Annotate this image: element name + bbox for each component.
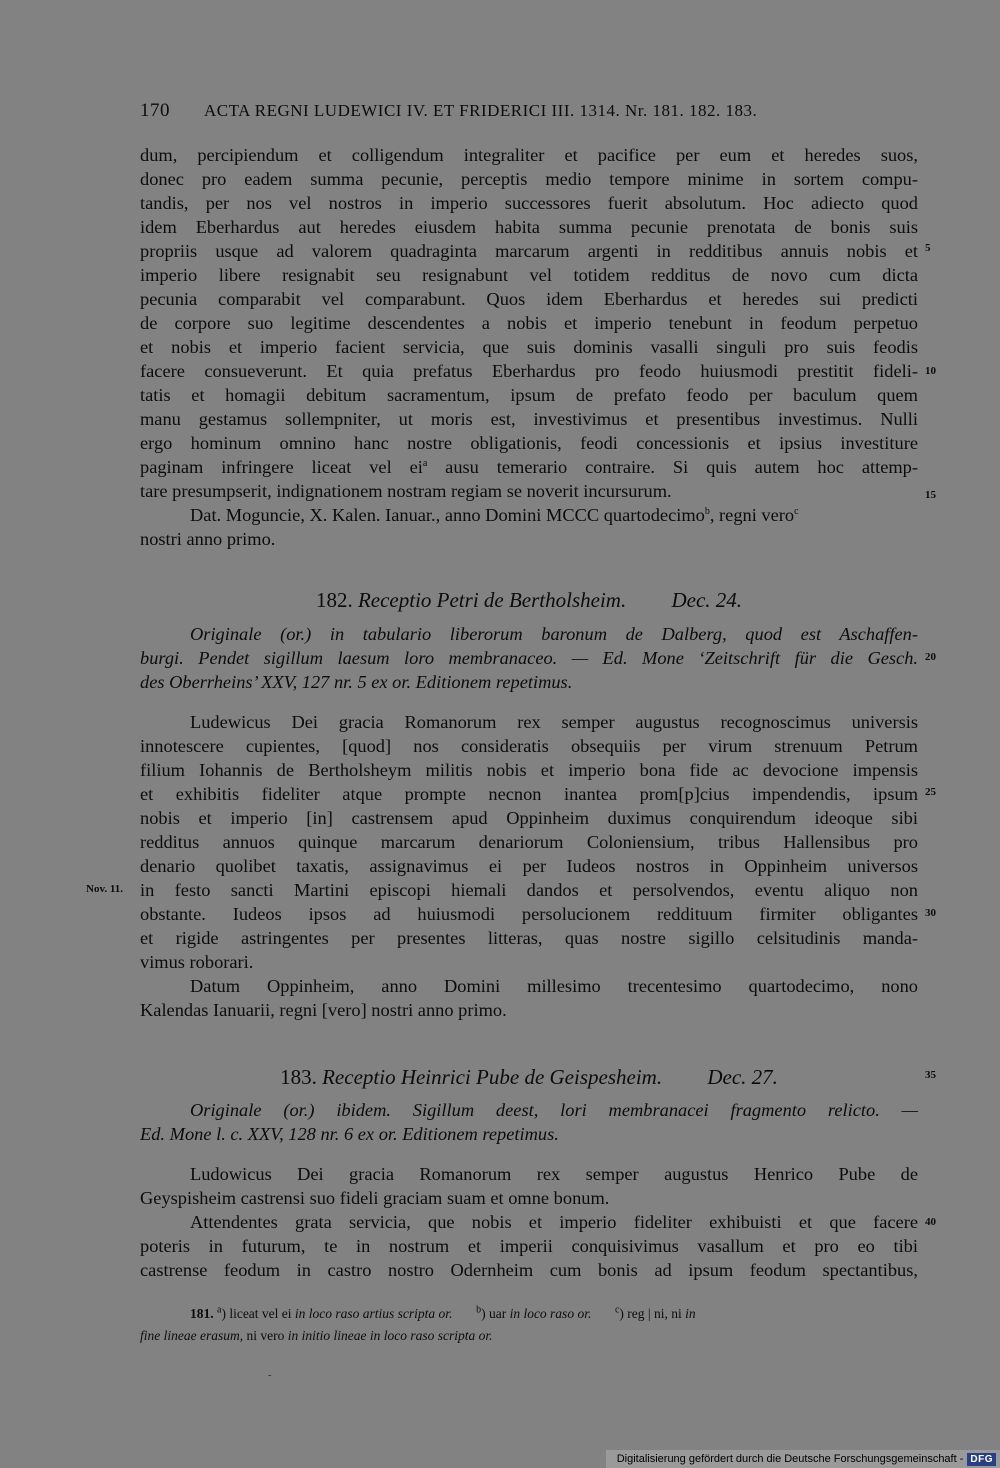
footnote-note: in loco raso artius scripta or. xyxy=(294,1306,453,1321)
text-line: et exhibitis fideliter atque prompte necnon inantea prom[p]cius impendendis, ipsum xyxy=(140,784,918,804)
text-line: castrense feodum in castro nostro Odernheim cum bonis ad ipsum feodum spectantibus, xyxy=(140,1260,918,1280)
doc-date: Dec. 24. xyxy=(671,588,743,612)
footnote-text: ) uar xyxy=(481,1306,507,1321)
doc-number: 183. xyxy=(280,1065,317,1089)
line-number-margin: 15 xyxy=(925,489,936,501)
text-line: tandis, per nos vel nostros in imperio successores fuerit absolutum. Hoc adiecto quod xyxy=(140,193,918,213)
text-line: filium Iohannis de Bertholsheym militis nobis et imperio bona fide ac devocione impensis xyxy=(140,760,918,780)
text-line: imperio libere resignabit seu resignabunt vel totidem redditus de novo cum dicta xyxy=(140,265,918,285)
footnote-ref: 181. xyxy=(190,1306,214,1321)
dfg-logo-icon: DFG xyxy=(967,1453,996,1466)
line-number-margin: 20 xyxy=(925,651,936,663)
stray-mark: ˜ xyxy=(268,1374,272,1385)
footnote-note: in xyxy=(685,1306,696,1321)
text-line: in festo sancti Martini episcopi hiemali dandos et persolvendos, eventu aliquo non xyxy=(140,880,918,900)
text-line: tare presumpserit, indignationem nostram regiam se noverit incursurum. xyxy=(140,481,672,501)
doc-rubric: Receptio Petri de Bertholsheim. xyxy=(357,588,627,612)
doc-rubric: Receptio Heinrici Pube de Geispesheim. xyxy=(322,1065,663,1089)
dating-clause xyxy=(140,503,918,527)
doc183-source xyxy=(140,1098,918,1146)
text-line: et nobis et imperio facient servicia, que suis dominis vasalli singuli pro suis feodis xyxy=(140,337,918,357)
footnote-marker: b xyxy=(476,1304,482,1316)
text-line: nostri anno primo. xyxy=(140,529,276,549)
text-line: manu gestamus sollempniter, ut moris est, investivimus et presentibus investimus. Nulli xyxy=(140,409,918,429)
source-line: Ed. Mone l. c. XXV, 128 nr. 6 ex or. Editionem repetimus. xyxy=(140,1124,559,1144)
text-line: Kalendas Ianuarii, regni [vero] nostri anno primo. xyxy=(140,1000,507,1020)
footnote-marker: c xyxy=(794,505,799,517)
text-line: pecunia comparabit vel comparabunt. Quos idem Eberhardus et heredes sui predicti xyxy=(140,289,918,309)
text-line: et rigide astringentes per presentes litteras, quas nostre sigillo celsitudinis manda- xyxy=(140,928,918,948)
text-line: obstante. Iudeos ipsos ad huiusmodi persolucionem reddituum firmiter obligantes xyxy=(140,904,918,924)
digitization-footer xyxy=(606,1450,1000,1468)
text-fragment: , regni vero xyxy=(709,505,795,525)
text-line: denario quolibet taxatis, assignavimus ei per Iudeos nostros in Oppinheim universos xyxy=(140,856,918,876)
text-line: tatis et homagii debitum sacramentum, ipsum de prefato feodo per baculum quem xyxy=(140,385,918,405)
footnote-marker: c xyxy=(614,1304,620,1316)
line-number-margin: 35 xyxy=(925,1069,936,1081)
footnote-text: ) reg | ni, ni xyxy=(619,1306,682,1321)
text-line: Geyspisheim castrensi suo fideli graciam suam et omne bonum. xyxy=(140,1188,610,1208)
running-head xyxy=(140,100,830,122)
footnote-text: ) liceat vel ei xyxy=(221,1306,292,1321)
footnote-note: fine lineae erasum, xyxy=(140,1328,244,1343)
text-line: nobis et imperio [in] castrensem apud Oppinheim duximus conquirendum ideoque sibi xyxy=(140,808,918,828)
footnote-text: ni vero xyxy=(246,1328,285,1343)
doc-number: 182. xyxy=(315,588,353,612)
text-line: de corpore suo legitime descendentes a nobis et imperio tenebunt in feodum perpetuo xyxy=(140,313,918,333)
line-number-margin: 30 xyxy=(925,907,936,919)
text-line: Attendentes grata servicia, que nobis et imperio fideliter exhibuisti et que facere xyxy=(190,1212,918,1232)
text-line: facere consueverunt. Et quia prefatus Eberhardus pro feodo huiusmodi prestitit fideli- xyxy=(140,361,918,381)
footnote-line xyxy=(140,1325,918,1347)
footnote-line xyxy=(140,1303,918,1325)
text-line: dum, percipiendum et colligendum integraliter et pacifice per eum et heredes suos, xyxy=(140,145,918,165)
line-number-margin: 10 xyxy=(925,365,936,377)
text-line: propriis usque ad valorem quadraginta marcarum argenti in redditibus annuis nobis et xyxy=(140,241,918,261)
doc181-text xyxy=(140,143,918,551)
doc182-text xyxy=(140,710,918,1022)
text-line: redditus annuos quinque marcarum denariorum Coloniensium, tribus Hallensibus pro xyxy=(140,832,918,852)
doc182-source xyxy=(140,622,918,694)
text-line: donec pro eadem summa pecunie, perceptis medio tempore minime in sortem compu- xyxy=(140,169,918,189)
text-line: Datum Oppinheim, anno Domini millesimo trecentesimo quartodecimo, nono xyxy=(190,976,918,996)
footnote-marker: a xyxy=(217,1304,222,1316)
page-number: 170 xyxy=(140,100,170,121)
running-title: ACTA REGNI LUDEWICI IV. ET FRIDERICI III. 1314. Nr. 181. 182. 183. xyxy=(204,101,758,120)
text-fragment: Dat. Moguncie, X. Kalen. Ianuar., anno Domini MCCC quartodecimo xyxy=(190,505,705,525)
source-line: burgi. Pendet sigillum laesum loro membranaceo. — Ed. Mone ‘Zeitschrift für die Gesch. xyxy=(140,648,918,668)
text-line: vimus roborari. xyxy=(140,952,254,972)
text-line: ergo hominum omnino hanc nostre obligationis, feodi concessionis et ipsius investiture xyxy=(140,433,918,453)
doc183-heading xyxy=(140,1064,918,1090)
doc183-text xyxy=(140,1162,918,1282)
footer-text: Digitalisierung gefördert durch die Deutsche Forschungsgemeinschaft - xyxy=(616,1453,964,1465)
line-number-margin: 5 xyxy=(925,242,931,254)
text-fragment: ausu temerario contraire. Si quis autem hoc attemp- xyxy=(445,457,918,477)
text-line: Ludowicus Dei gracia Romanorum rex semper augustus Henrico Pube de xyxy=(190,1164,918,1184)
margin-date: Nov. 11. xyxy=(86,883,123,895)
footnote-marker: a xyxy=(422,457,428,469)
footnote-marker: b xyxy=(704,505,710,517)
text-line xyxy=(140,455,918,479)
footnote-note: in loco raso or. xyxy=(509,1306,592,1321)
text-line: poteris in futurum, te in nostrum et imperii conquisivimus vasallum et pro eo tibi xyxy=(140,1236,918,1256)
text-line: idem Eberhardus aut heredes eiusdem habita summa pecunie prenotata de bonis suis xyxy=(140,217,918,237)
doc-date: Dec. 27. xyxy=(707,1065,778,1089)
text-line: Ludewicus Dei gracia Romanorum rex semper augustus recognoscimus universis xyxy=(190,712,918,732)
source-line: Originale (or.) ibidem. Sigillum deest, lori membranacei fragmento relicto. — xyxy=(190,1100,918,1120)
line-number-margin: 25 xyxy=(925,786,936,798)
doc182-heading xyxy=(140,587,918,613)
text-fragment: paginam infringere liceat vel ei xyxy=(140,457,423,477)
footnote-note: in initio lineae in loco raso scripta or. xyxy=(287,1328,493,1343)
source-line: Originale (or.) in tabulario liberorum baronum de Dalberg, quod est Aschaffen- xyxy=(190,624,918,644)
source-line: des Oberrheins’ XXV, 127 nr. 5 ex or. Editionem repetimus. xyxy=(140,672,573,692)
line-number-margin: 40 xyxy=(925,1216,936,1228)
text-line: innotescere cupientes, [quod] nos consideratis obsequiis per virum strenuum Petrum xyxy=(140,736,918,756)
